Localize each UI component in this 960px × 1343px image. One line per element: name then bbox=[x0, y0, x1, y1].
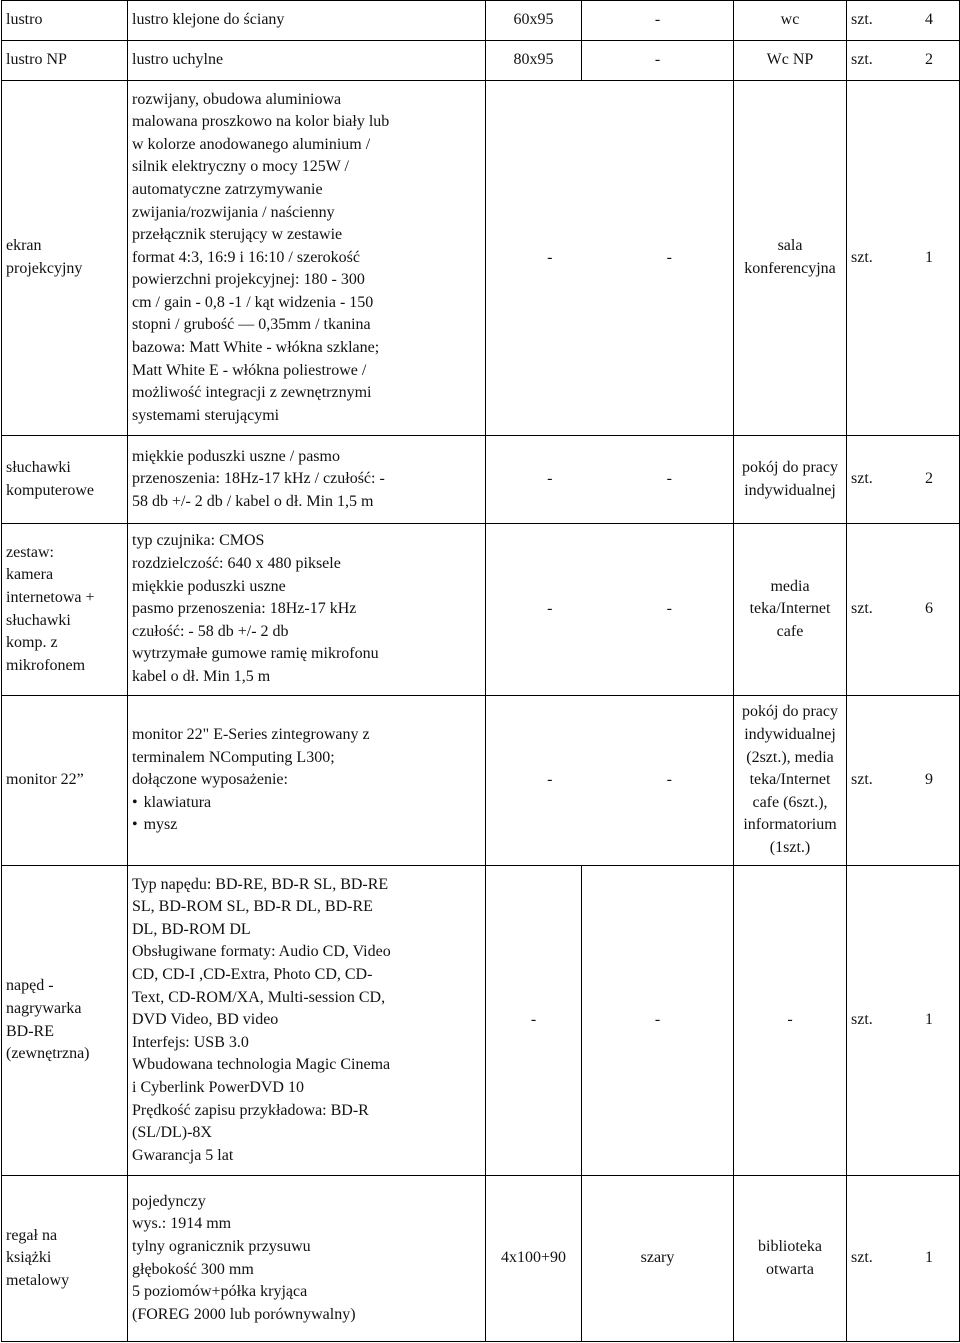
unit-quantity-pair bbox=[851, 468, 955, 491]
unit-quantity-pair bbox=[851, 1009, 955, 1032]
unit-value: szt. bbox=[851, 600, 873, 618]
specification-table bbox=[1, 0, 960, 1342]
text-line: powierzchni projekcyjnej: 180 - 300 bbox=[132, 271, 365, 289]
text-line: miękkie poduszki uszne bbox=[132, 577, 286, 595]
text-line: wys.: 1914 mm bbox=[132, 1215, 232, 1233]
color-value: - bbox=[654, 1011, 661, 1029]
text-line: informatorium bbox=[743, 816, 837, 834]
text-line: przełącznik sterujący w zestawie bbox=[132, 226, 343, 244]
dimensions-value: - bbox=[547, 771, 553, 789]
table-row bbox=[2, 41, 960, 81]
table-row bbox=[2, 1, 960, 41]
item-name-cell bbox=[2, 436, 128, 524]
text-line: • mysz bbox=[132, 814, 481, 837]
text-line: biblioteka bbox=[758, 1237, 822, 1255]
text-line: automatyczne zatrzymywanie bbox=[132, 180, 323, 198]
unit-quantity-pair bbox=[851, 247, 955, 270]
text-line: monitor 22” bbox=[6, 771, 84, 789]
quantity-value: 1 bbox=[925, 248, 933, 266]
text-line: media bbox=[770, 577, 810, 595]
text-line: 5 poziomów+półka kryjąca bbox=[132, 1283, 308, 1301]
text-line: wytrzymałe gumowe ramię mikrofonu bbox=[132, 645, 379, 663]
text-line: cafe (6szt.), bbox=[752, 793, 828, 811]
location-cell bbox=[734, 1, 847, 41]
specification-table-body bbox=[2, 1, 960, 1342]
text-line: Wc NP bbox=[766, 51, 814, 69]
unit-quantity-pair bbox=[851, 1247, 955, 1270]
text-line: bazowa: Matt White - włókna szklane; bbox=[132, 339, 380, 357]
text-line: DL, BD-ROM DL bbox=[132, 920, 251, 938]
text-line: Prędkość zapisu przykładowa: BD-R bbox=[132, 1101, 369, 1119]
table-row bbox=[2, 524, 960, 696]
dimensions-color-pair bbox=[490, 468, 729, 491]
dimensions-value: - bbox=[547, 600, 553, 618]
text-line: zwijania/rozwijania / naścienny bbox=[132, 203, 335, 221]
text-line: DVD Video, BD video bbox=[132, 1011, 279, 1029]
text-line: dołączone wyposażenie: bbox=[132, 771, 288, 789]
text-line: w kolorze anodowanego aluminium / bbox=[132, 135, 371, 153]
color-value: - bbox=[654, 11, 661, 29]
unit-value: szt. bbox=[851, 11, 873, 29]
text-line: zestaw: bbox=[6, 543, 54, 561]
item-description-cell bbox=[128, 1176, 486, 1342]
dimensions-value: - bbox=[547, 248, 553, 266]
item-name-cell bbox=[2, 1176, 128, 1342]
text-line: silnik elektryczny o mocy 125W / bbox=[132, 158, 349, 176]
text-line: przenoszenia: 18Hz-17 kHz / czułość: - bbox=[132, 470, 385, 488]
text-line: konferencyjna bbox=[744, 260, 836, 277]
color-value: - bbox=[666, 470, 672, 488]
color-cell bbox=[582, 1176, 734, 1342]
dimensions-value: 4x100+90 bbox=[500, 1249, 567, 1267]
text-line: internetowa + bbox=[6, 588, 95, 606]
text-line: indywidualnej bbox=[744, 481, 836, 499]
text-line: otwarta bbox=[766, 1260, 814, 1278]
unit-quantity-cell bbox=[847, 1176, 960, 1342]
dimensions-value: 80x95 bbox=[513, 51, 554, 69]
unit-quantity-pair bbox=[851, 49, 955, 72]
item-name-cell bbox=[2, 866, 128, 1176]
item-name-cell bbox=[2, 41, 128, 81]
location-cell bbox=[734, 41, 847, 81]
location-cell bbox=[734, 1176, 847, 1342]
item-name-cell bbox=[2, 696, 128, 866]
text-line: pokój do pracy bbox=[742, 458, 838, 476]
text-line: rozdzielczość: 640 x 480 piksele bbox=[132, 555, 341, 573]
text-line: słuchawki bbox=[6, 458, 71, 476]
item-description-cell bbox=[128, 81, 486, 436]
text-line: teka/Internet bbox=[749, 600, 831, 618]
unit-value: szt. bbox=[851, 1011, 873, 1029]
text-line: kamera bbox=[6, 566, 54, 584]
item-name-cell bbox=[2, 81, 128, 436]
text-line: Gwarancja 5 lat bbox=[132, 1146, 234, 1164]
text-line: Wbudowana technologia Magic Cinema bbox=[132, 1056, 391, 1074]
color-cell bbox=[582, 866, 734, 1176]
color-value: - bbox=[666, 600, 672, 618]
text-line: (2szt.), media bbox=[746, 748, 834, 766]
text-line: książki bbox=[6, 1249, 52, 1267]
text-line: cafe bbox=[776, 622, 804, 640]
text-line: typ czujnika: CMOS bbox=[132, 532, 265, 550]
unit-quantity-cell bbox=[847, 524, 960, 696]
text-line: komputerowe bbox=[6, 481, 94, 499]
quantity-value: 1 bbox=[925, 1249, 933, 1267]
unit-quantity-pair bbox=[851, 9, 955, 32]
text-line: projekcyjny bbox=[6, 260, 83, 277]
unit-value: szt. bbox=[851, 248, 873, 266]
dimensions-color-pair bbox=[490, 247, 729, 270]
color-value: - bbox=[666, 771, 672, 789]
dimensions-cell bbox=[486, 1176, 582, 1342]
text-line: teka/Internet bbox=[749, 771, 831, 789]
unit-quantity-pair bbox=[851, 769, 955, 792]
text-line: głębokość 300 mm bbox=[132, 1260, 254, 1278]
text-line: Interfejs: USB 3.0 bbox=[132, 1033, 249, 1051]
text-line: lustro uchylne bbox=[132, 51, 224, 69]
text-line: Matt White E - włókna poliestrowe / bbox=[132, 361, 367, 379]
dimensions-value: - bbox=[547, 470, 553, 488]
text-line: regał na bbox=[6, 1226, 58, 1244]
text-line: metalowy bbox=[6, 1271, 70, 1289]
unit-value: szt. bbox=[851, 470, 873, 488]
dimensions-cell bbox=[486, 41, 582, 81]
text-line: (FOREG 2000 lub porównywalny) bbox=[132, 1305, 356, 1323]
dimensions-value: 60x95 bbox=[513, 11, 554, 29]
dimensions-color-cell bbox=[486, 436, 734, 524]
unit-quantity-cell bbox=[847, 1, 960, 41]
item-name-cell bbox=[2, 1, 128, 41]
unit-value: szt. bbox=[851, 771, 873, 789]
unit-value: szt. bbox=[851, 1249, 873, 1267]
text-line: tylny ogranicznik przysuwu bbox=[132, 1237, 311, 1255]
table-row bbox=[2, 696, 960, 866]
text-line: komp. z bbox=[6, 634, 58, 652]
table-row bbox=[2, 81, 960, 436]
text-line: format 4:3, 16:9 i 16:10 / szerokość bbox=[132, 248, 360, 266]
dimensions-color-cell bbox=[486, 696, 734, 866]
text-line: Obsługiwane formaty: Audio CD, Video bbox=[132, 943, 391, 961]
text-line: (zewnętrzna) bbox=[6, 1045, 90, 1063]
text-line: malowana proszkowo na kolor biały lub bbox=[132, 113, 390, 131]
location-cell bbox=[734, 696, 847, 866]
text-line: terminalem NComputing L300; bbox=[132, 748, 335, 766]
text-line: BD-RE bbox=[6, 1022, 54, 1040]
location-cell bbox=[734, 436, 847, 524]
text-line: SL, BD-ROM SL, BD-R DL, BD-RE bbox=[132, 898, 373, 916]
text-line: Text, CD-ROM/XA, Multi-session CD, bbox=[132, 988, 386, 1006]
color-value: - bbox=[666, 248, 672, 266]
color-cell bbox=[582, 1, 734, 41]
unit-quantity-cell bbox=[847, 696, 960, 866]
quantity-value: 2 bbox=[925, 51, 933, 69]
text-line: systemami sterującymi bbox=[132, 406, 280, 424]
text-line: (SL/DL)-8X bbox=[132, 1124, 212, 1142]
text-line: cm / gain - 0,8 -1 / kąt widzenia - 150 bbox=[132, 293, 374, 311]
quantity-value: 6 bbox=[925, 600, 933, 618]
quantity-value: 9 bbox=[925, 771, 933, 789]
item-description-cell bbox=[128, 696, 486, 866]
text-line: wc bbox=[780, 11, 800, 29]
item-description-cell bbox=[128, 1, 486, 41]
text-line: rozwijany, obudowa aluminiowa bbox=[132, 90, 342, 108]
dimensions-value: - bbox=[530, 1011, 537, 1029]
text-line: lustro NP bbox=[6, 51, 67, 69]
text-line: monitor 22" E-Series zintegrowany z bbox=[132, 726, 370, 744]
dimensions-cell bbox=[486, 1, 582, 41]
text-line: mikrofonem bbox=[6, 656, 86, 674]
dimensions-color-cell bbox=[486, 81, 734, 436]
text-line: miękkie poduszki uszne / pasmo bbox=[132, 447, 340, 465]
location-cell bbox=[734, 866, 847, 1176]
table-row bbox=[2, 436, 960, 524]
unit-value: szt. bbox=[851, 51, 873, 69]
item-description-cell bbox=[128, 41, 486, 81]
unit-quantity-cell bbox=[847, 81, 960, 436]
unit-quantity-pair bbox=[851, 598, 955, 621]
text-line: nagrywarka bbox=[6, 999, 82, 1017]
text-line: czułość: - 58 db +/- 2 db bbox=[132, 622, 289, 640]
text-line: sala bbox=[777, 237, 803, 255]
dimensions-color-pair bbox=[490, 769, 729, 792]
color-value: szary bbox=[640, 1249, 675, 1267]
text-line: • klawiatura bbox=[132, 792, 481, 815]
color-cell bbox=[582, 41, 734, 81]
quantity-value: 1 bbox=[925, 1011, 933, 1029]
text-line: CD, CD-I ,CD-Extra, Photo CD, CD- bbox=[132, 966, 373, 984]
dimensions-color-cell bbox=[486, 524, 734, 696]
text-line: pojedynczy bbox=[132, 1192, 206, 1210]
location-cell bbox=[734, 81, 847, 436]
unit-quantity-cell bbox=[847, 866, 960, 1176]
item-description-cell bbox=[128, 866, 486, 1176]
item-name-cell bbox=[2, 524, 128, 696]
text-line: lustro bbox=[6, 11, 43, 29]
dimensions-color-pair bbox=[490, 598, 729, 621]
text-line: indywidualnej bbox=[744, 726, 836, 744]
item-description-cell bbox=[128, 524, 486, 696]
text-line: słuchawki bbox=[6, 611, 71, 629]
text-line: Typ napędu: BD-RE, BD-R SL, BD-RE bbox=[132, 875, 389, 893]
quantity-value: 2 bbox=[925, 470, 933, 488]
text-line: stopni / grubość — 0,35mm / tkanina bbox=[132, 316, 371, 334]
item-description-cell bbox=[128, 436, 486, 524]
text-line: ekran bbox=[6, 237, 42, 255]
quantity-value: 4 bbox=[925, 11, 933, 29]
text-line: i Cyberlink PowerDVD 10 bbox=[132, 1078, 304, 1096]
table-row bbox=[2, 866, 960, 1176]
text-line: lustro klejone do ściany bbox=[132, 11, 285, 29]
text-line: możliwość integracji z zewnętrznymi bbox=[132, 384, 372, 402]
unit-quantity-cell bbox=[847, 436, 960, 524]
text-line: pokój do pracy bbox=[742, 703, 838, 721]
location-cell bbox=[734, 524, 847, 696]
table-row bbox=[2, 1176, 960, 1342]
dimensions-cell bbox=[486, 866, 582, 1176]
text-line: 58 db +/- 2 db / kabel o dł. Min 1,5 m bbox=[132, 492, 374, 510]
text-line: - bbox=[787, 1011, 793, 1029]
color-value: - bbox=[654, 51, 661, 69]
text-line: kabel o dł. Min 1,5 m bbox=[132, 667, 271, 685]
unit-quantity-cell bbox=[847, 41, 960, 81]
text-line: napęd - bbox=[6, 977, 54, 995]
text-line: pasmo przenoszenia: 18Hz-17 kHz bbox=[132, 600, 357, 618]
text-line: (1szt.) bbox=[769, 838, 811, 856]
